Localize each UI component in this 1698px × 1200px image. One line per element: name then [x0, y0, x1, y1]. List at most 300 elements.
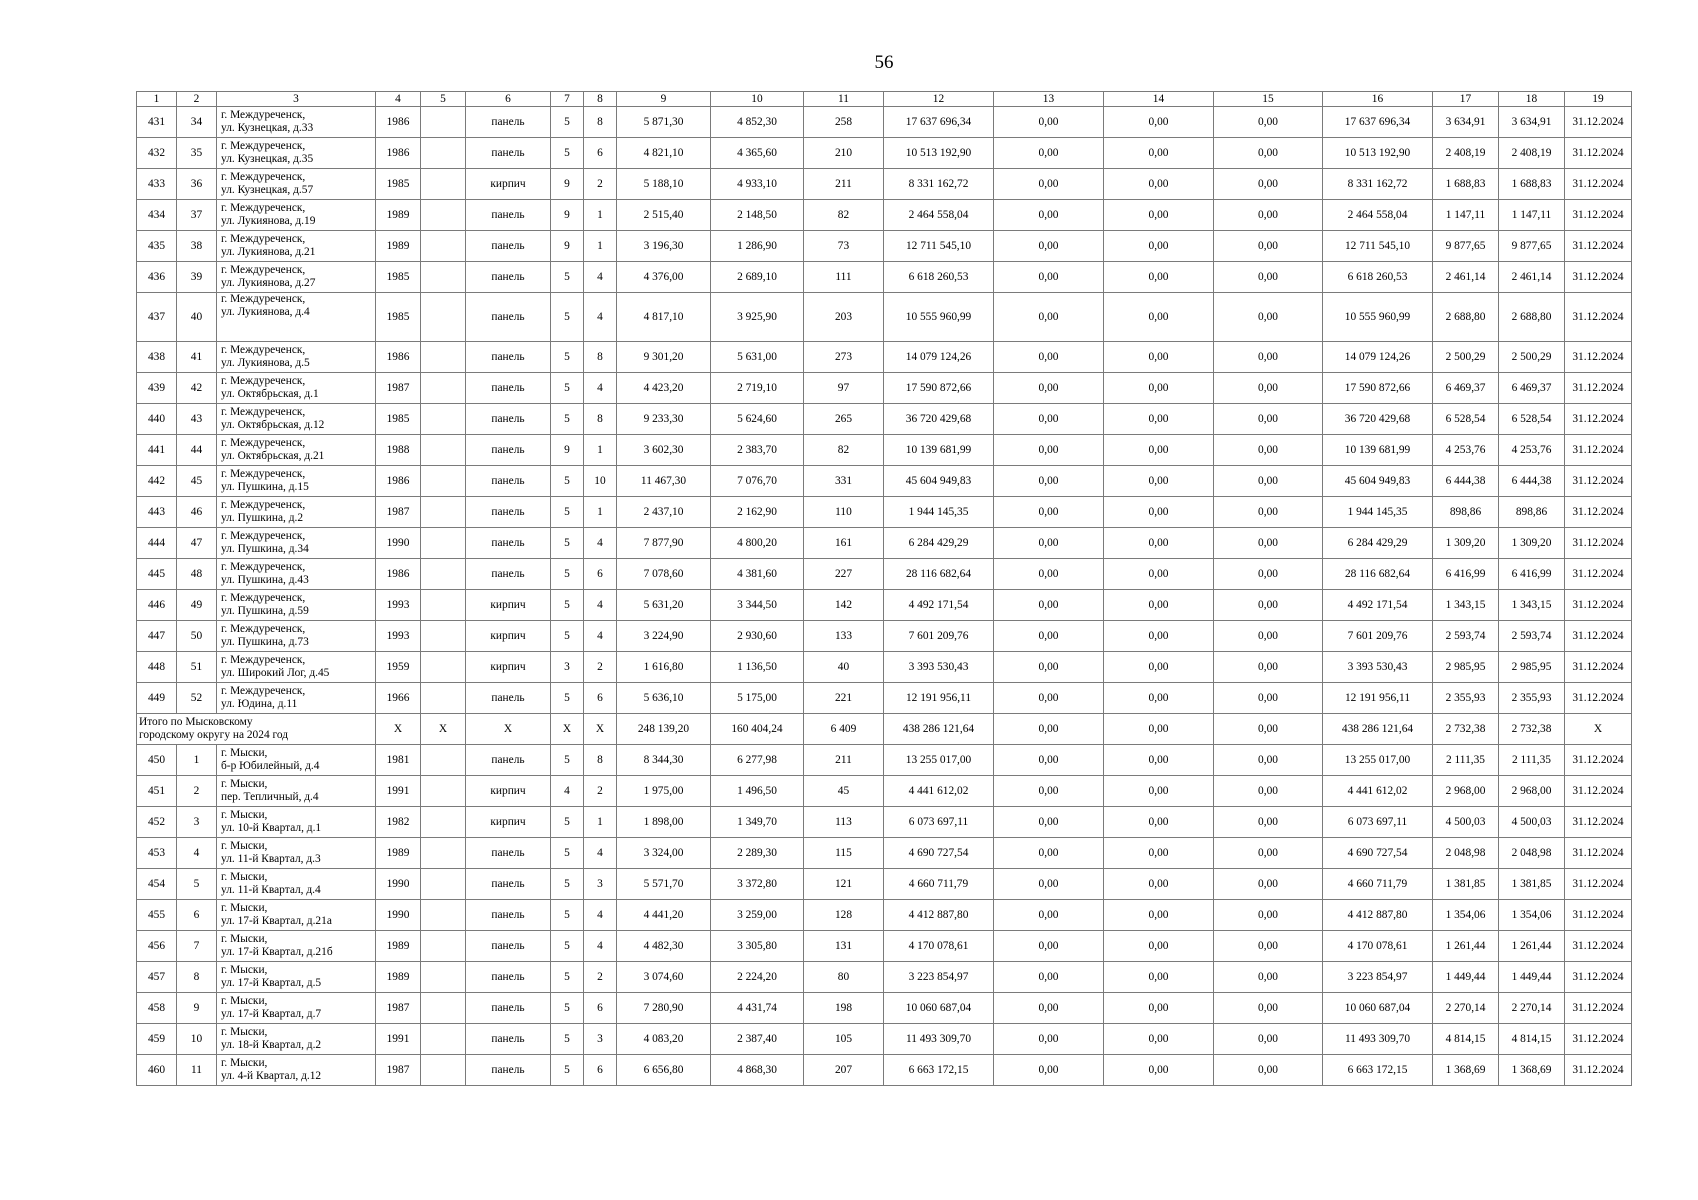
cell-col-a13: 0,00 — [994, 404, 1104, 435]
cell-col-fl: 5 — [551, 962, 584, 993]
cell-col-i: 11 — [177, 1055, 217, 1086]
address-cell — [217, 807, 376, 838]
cell-col-a19: 31.12.2024 — [1565, 466, 1632, 497]
cell-col-c5 — [421, 621, 466, 652]
cell-col-n: 441 — [137, 435, 177, 466]
cell-col-a13: 0,00 — [994, 1055, 1104, 1086]
cell-col-c5 — [421, 900, 466, 931]
address-cell — [217, 745, 376, 776]
table-row — [137, 404, 1632, 435]
cell-col-c5 — [421, 466, 466, 497]
cell-col-a12: 4 492 171,54 — [884, 590, 994, 621]
column-number: 12 — [884, 92, 994, 107]
cell-col-a10: 5 624,60 — [711, 404, 804, 435]
cell-col-a18: 2 968,00 — [1499, 776, 1565, 807]
cell-col-a12: 10 555 960,99 — [884, 293, 994, 342]
cell-col-a11: 221 — [804, 683, 884, 714]
cell-col-ent: 8 — [584, 404, 617, 435]
column-number: 17 — [1433, 92, 1499, 107]
cell-col-c5 — [421, 838, 466, 869]
cell-col-a14: 0,00 — [1104, 435, 1214, 466]
cell-col-a13: 0,00 — [994, 900, 1104, 931]
street-text: ул. Лукиянова, д.4 — [221, 306, 310, 318]
cell-col-fl: 5 — [551, 683, 584, 714]
cell-col-fl: 4 — [551, 776, 584, 807]
cell-col-i: 41 — [177, 342, 217, 373]
cell-col-i: 52 — [177, 683, 217, 714]
cell-col-a19: 31.12.2024 — [1565, 869, 1632, 900]
cell-col-c5 — [421, 869, 466, 900]
cell-col-i: 2 — [177, 776, 217, 807]
cell-col-n: 442 — [137, 466, 177, 497]
cell-col-a14: 0,00 — [1104, 931, 1214, 962]
cell-col-c5 — [421, 1024, 466, 1055]
street-text: ул. 17-й Квартал, д.5 — [221, 977, 322, 989]
cell-col-year: 1982 — [376, 807, 421, 838]
cell-col-ent: 1 — [584, 497, 617, 528]
total-cell-a10: 160 404,24 — [711, 714, 804, 745]
cell-col-a11: 142 — [804, 590, 884, 621]
total-label-line: городскому округу на 2024 год — [139, 729, 289, 741]
cell-col-mat: панель — [466, 1055, 551, 1086]
address-cell — [217, 900, 376, 931]
cell-col-i: 36 — [177, 169, 217, 200]
cell-col-a12: 1 944 145,35 — [884, 497, 994, 528]
street-text: ул. Октябрьская, д.21 — [221, 450, 325, 462]
cell-col-i: 6 — [177, 900, 217, 931]
cell-col-a11: 133 — [804, 621, 884, 652]
cell-col-year: 1985 — [376, 293, 421, 342]
cell-col-a12: 10 060 687,04 — [884, 993, 994, 1024]
cell-col-a9: 4 441,20 — [617, 900, 711, 931]
cell-col-a10: 2 719,10 — [711, 373, 804, 404]
cell-col-a12: 10 513 192,90 — [884, 138, 994, 169]
cell-col-a14: 0,00 — [1104, 169, 1214, 200]
street-text: ул. 11-й Квартал, д.3 — [221, 853, 321, 865]
cell-col-c5 — [421, 652, 466, 683]
address-cell — [217, 373, 376, 404]
city-text: г. Междуреченск, — [221, 202, 306, 214]
cell-col-mat: панель — [466, 138, 551, 169]
cell-col-a18: 6 469,37 — [1499, 373, 1565, 404]
cell-col-mat: кирпич — [466, 590, 551, 621]
total-cell-a13: 0,00 — [994, 714, 1104, 745]
cell-col-a19: 31.12.2024 — [1565, 435, 1632, 466]
cell-col-i: 3 — [177, 807, 217, 838]
cell-col-mat: панель — [466, 528, 551, 559]
city-text: г. Мыски, — [221, 871, 268, 883]
cell-col-a13: 0,00 — [994, 838, 1104, 869]
cell-col-year: 1989 — [376, 838, 421, 869]
cell-col-year: 1993 — [376, 621, 421, 652]
cell-col-a17: 2 688,80 — [1433, 293, 1499, 342]
street-text: ул. Пушкина, д.43 — [221, 574, 309, 586]
cell-col-a10: 2 387,40 — [711, 1024, 804, 1055]
cell-col-i: 5 — [177, 869, 217, 900]
cell-col-a13: 0,00 — [994, 621, 1104, 652]
cell-col-i: 35 — [177, 138, 217, 169]
table-row — [137, 869, 1632, 900]
cell-col-a18: 2 408,19 — [1499, 138, 1565, 169]
cell-col-fl: 5 — [551, 931, 584, 962]
cell-col-a18: 1 688,83 — [1499, 169, 1565, 200]
street-text: ул. Пушкина, д.34 — [221, 543, 309, 555]
cell-col-a18: 2 355,93 — [1499, 683, 1565, 714]
cell-col-ent: 6 — [584, 138, 617, 169]
cell-col-a11: 211 — [804, 169, 884, 200]
cell-col-ent: 2 — [584, 652, 617, 683]
cell-col-a15: 0,00 — [1214, 138, 1323, 169]
address-cell — [217, 559, 376, 590]
cell-col-a13: 0,00 — [994, 138, 1104, 169]
cell-col-a17: 2 270,14 — [1433, 993, 1499, 1024]
cell-col-n: 446 — [137, 590, 177, 621]
city-text: г. Междуреченск, — [221, 468, 306, 480]
cell-col-i: 10 — [177, 1024, 217, 1055]
cell-col-a11: 111 — [804, 262, 884, 293]
cell-col-a16: 1 944 145,35 — [1323, 497, 1433, 528]
cell-col-ent: 4 — [584, 293, 617, 342]
cell-col-a14: 0,00 — [1104, 1055, 1214, 1086]
cell-col-year: 1990 — [376, 528, 421, 559]
city-text: г. Междуреченск, — [221, 623, 306, 635]
total-cell-a17: 2 732,38 — [1433, 714, 1499, 745]
cell-col-a17: 3 634,91 — [1433, 107, 1499, 138]
cell-col-a9: 6 656,80 — [617, 1055, 711, 1086]
cell-col-a9: 3 602,30 — [617, 435, 711, 466]
cell-col-a17: 6 416,99 — [1433, 559, 1499, 590]
cell-col-a12: 45 604 949,83 — [884, 466, 994, 497]
city-text: г. Междуреченск, — [221, 499, 306, 511]
cell-col-c5 — [421, 293, 466, 342]
cell-col-a18: 1 309,20 — [1499, 528, 1565, 559]
city-text: г. Междуреченск, — [221, 171, 306, 183]
cell-col-a14: 0,00 — [1104, 231, 1214, 262]
city-text: г. Мыски, — [221, 809, 268, 821]
cell-col-year: 1966 — [376, 683, 421, 714]
cell-col-mat: панель — [466, 1024, 551, 1055]
cell-col-a9: 7 078,60 — [617, 559, 711, 590]
cell-col-a11: 113 — [804, 807, 884, 838]
cell-col-a17: 2 048,98 — [1433, 838, 1499, 869]
cell-col-a19: 31.12.2024 — [1565, 993, 1632, 1024]
cell-col-a9: 1 975,00 — [617, 776, 711, 807]
cell-col-a15: 0,00 — [1214, 262, 1323, 293]
cell-col-a17: 1 381,85 — [1433, 869, 1499, 900]
cell-col-a18: 898,86 — [1499, 497, 1565, 528]
cell-col-c5 — [421, 404, 466, 435]
table-row — [137, 342, 1632, 373]
cell-col-a16: 28 116 682,64 — [1323, 559, 1433, 590]
cell-col-a15: 0,00 — [1214, 559, 1323, 590]
cell-col-a18: 4 814,15 — [1499, 1024, 1565, 1055]
cell-col-a10: 5 631,00 — [711, 342, 804, 373]
cell-col-mat: панель — [466, 466, 551, 497]
cell-col-n: 452 — [137, 807, 177, 838]
cell-col-fl: 9 — [551, 169, 584, 200]
cell-col-a15: 0,00 — [1214, 404, 1323, 435]
cell-col-a11: 161 — [804, 528, 884, 559]
cell-col-a15: 0,00 — [1214, 293, 1323, 342]
cell-col-a12: 4 441 612,02 — [884, 776, 994, 807]
cell-col-a16: 2 464 558,04 — [1323, 200, 1433, 231]
address-cell — [217, 293, 376, 342]
cell-col-a12: 10 139 681,99 — [884, 435, 994, 466]
cell-col-i: 1 — [177, 745, 217, 776]
address-cell — [217, 169, 376, 200]
address-cell — [217, 342, 376, 373]
cell-col-fl: 5 — [551, 807, 584, 838]
cell-col-fl: 5 — [551, 107, 584, 138]
cell-col-fl: 5 — [551, 869, 584, 900]
cell-col-a19: 31.12.2024 — [1565, 528, 1632, 559]
cell-col-a17: 2 111,35 — [1433, 745, 1499, 776]
cell-col-ent: 2 — [584, 776, 617, 807]
cell-col-a12: 17 590 872,66 — [884, 373, 994, 404]
city-text: г. Междуреченск, — [221, 344, 306, 356]
cell-col-a18: 1 343,15 — [1499, 590, 1565, 621]
cell-col-a10: 2 383,70 — [711, 435, 804, 466]
cell-col-mat: кирпич — [466, 776, 551, 807]
total-cell-a11: 6 409 — [804, 714, 884, 745]
cell-col-a12: 13 255 017,00 — [884, 745, 994, 776]
cell-col-a13: 0,00 — [994, 528, 1104, 559]
table-row — [137, 683, 1632, 714]
total-cell-a15: 0,00 — [1214, 714, 1323, 745]
city-text: г. Мыски, — [221, 747, 268, 759]
cell-col-a11: 128 — [804, 900, 884, 931]
cell-col-a18: 1 354,06 — [1499, 900, 1565, 931]
city-text: г. Междуреченск, — [221, 109, 306, 121]
city-text: г. Междуреченск, — [221, 140, 306, 152]
cell-col-c5 — [421, 993, 466, 1024]
cell-col-a14: 0,00 — [1104, 138, 1214, 169]
cell-col-i: 50 — [177, 621, 217, 652]
cell-col-a12: 6 618 260,53 — [884, 262, 994, 293]
cell-col-year: 1987 — [376, 373, 421, 404]
cell-col-a16: 4 412 887,80 — [1323, 900, 1433, 931]
table-row — [137, 962, 1632, 993]
column-number: 1 — [137, 92, 177, 107]
cell-col-fl: 5 — [551, 900, 584, 931]
cell-col-a17: 1 449,44 — [1433, 962, 1499, 993]
cell-col-c5 — [421, 931, 466, 962]
cell-col-a13: 0,00 — [994, 590, 1104, 621]
total-label-line: Итого по Мысковскому — [139, 716, 253, 728]
cell-col-a19: 31.12.2024 — [1565, 559, 1632, 590]
cell-col-a10: 4 431,74 — [711, 993, 804, 1024]
cell-col-a15: 0,00 — [1214, 466, 1323, 497]
table-row — [137, 435, 1632, 466]
cell-col-a19: 31.12.2024 — [1565, 138, 1632, 169]
cell-col-ent: 2 — [584, 962, 617, 993]
cell-col-ent: 3 — [584, 1024, 617, 1055]
cell-col-a17: 898,86 — [1433, 497, 1499, 528]
cell-col-i: 38 — [177, 231, 217, 262]
street-text: ул. 4-й Квартал, д.12 — [221, 1070, 322, 1082]
table-row — [137, 138, 1632, 169]
cell-col-c5 — [421, 497, 466, 528]
cell-col-a19: 31.12.2024 — [1565, 621, 1632, 652]
cell-col-a16: 14 079 124,26 — [1323, 342, 1433, 373]
cell-col-a10: 3 259,00 — [711, 900, 804, 931]
cell-col-a11: 131 — [804, 931, 884, 962]
cell-col-fl: 5 — [551, 293, 584, 342]
table-row — [137, 1055, 1632, 1086]
city-text: г. Междуреченск, — [221, 375, 306, 387]
address-cell — [217, 838, 376, 869]
cell-col-ent: 3 — [584, 869, 617, 900]
cell-col-i: 47 — [177, 528, 217, 559]
cell-col-a11: 210 — [804, 138, 884, 169]
column-number-row — [137, 92, 1632, 107]
cell-col-a19: 31.12.2024 — [1565, 293, 1632, 342]
cell-col-year: 1987 — [376, 993, 421, 1024]
cell-col-n: 440 — [137, 404, 177, 435]
cell-col-mat: кирпич — [466, 169, 551, 200]
total-row — [137, 714, 1632, 745]
cell-col-c5 — [421, 590, 466, 621]
street-text: ул. 17-й Квартал, д.7 — [221, 1008, 322, 1020]
cell-col-year: 1981 — [376, 745, 421, 776]
cell-col-mat: панель — [466, 745, 551, 776]
cell-col-c5 — [421, 745, 466, 776]
cell-col-a14: 0,00 — [1104, 200, 1214, 231]
cell-col-a18: 6 444,38 — [1499, 466, 1565, 497]
cell-col-a17: 2 355,93 — [1433, 683, 1499, 714]
cell-col-a10: 3 925,90 — [711, 293, 804, 342]
table-row — [137, 1024, 1632, 1055]
cell-col-c5 — [421, 200, 466, 231]
table-row — [137, 373, 1632, 404]
cell-col-mat: панель — [466, 683, 551, 714]
cell-col-mat: кирпич — [466, 807, 551, 838]
cell-col-a14: 0,00 — [1104, 993, 1214, 1024]
cell-col-a14: 0,00 — [1104, 1024, 1214, 1055]
cell-col-a12: 8 331 162,72 — [884, 169, 994, 200]
cell-col-i: 44 — [177, 435, 217, 466]
cell-col-a13: 0,00 — [994, 342, 1104, 373]
cell-col-mat: панель — [466, 373, 551, 404]
cell-col-a9: 5 571,70 — [617, 869, 711, 900]
total-cell-mat: X — [466, 714, 551, 745]
cell-col-a9: 1 898,00 — [617, 807, 711, 838]
cell-col-a18: 3 634,91 — [1499, 107, 1565, 138]
cell-col-a18: 1 261,44 — [1499, 931, 1565, 962]
street-text: ул. Кузнецкая, д.35 — [221, 153, 314, 165]
housing-register-table — [136, 91, 1632, 1086]
cell-col-a9: 3 196,30 — [617, 231, 711, 262]
cell-col-a11: 203 — [804, 293, 884, 342]
cell-col-a13: 0,00 — [994, 776, 1104, 807]
cell-col-a17: 1 688,83 — [1433, 169, 1499, 200]
cell-col-a16: 4 492 171,54 — [1323, 590, 1433, 621]
cell-col-a19: 31.12.2024 — [1565, 169, 1632, 200]
cell-col-n: 434 — [137, 200, 177, 231]
table-row — [137, 200, 1632, 231]
cell-col-a19: 31.12.2024 — [1565, 900, 1632, 931]
cell-col-a15: 0,00 — [1214, 169, 1323, 200]
cell-col-mat: панель — [466, 342, 551, 373]
cell-col-a13: 0,00 — [994, 1024, 1104, 1055]
column-number: 19 — [1565, 92, 1632, 107]
cell-col-n: 460 — [137, 1055, 177, 1086]
table-row — [137, 293, 1632, 342]
table-row — [137, 497, 1632, 528]
cell-col-a14: 0,00 — [1104, 652, 1214, 683]
cell-col-a16: 36 720 429,68 — [1323, 404, 1433, 435]
cell-col-a13: 0,00 — [994, 497, 1104, 528]
cell-col-a18: 2 593,74 — [1499, 621, 1565, 652]
cell-col-a9: 4 423,20 — [617, 373, 711, 404]
city-text: г. Мыски, — [221, 995, 268, 1007]
street-text: ул. Пушкина, д.2 — [221, 512, 304, 524]
cell-col-a11: 121 — [804, 869, 884, 900]
cell-col-n: 447 — [137, 621, 177, 652]
street-text: ул. 18-й Квартал, д.2 — [221, 1039, 322, 1051]
cell-col-a14: 0,00 — [1104, 404, 1214, 435]
column-number: 18 — [1499, 92, 1565, 107]
table-row — [137, 745, 1632, 776]
cell-col-a18: 6 528,54 — [1499, 404, 1565, 435]
cell-col-a16: 10 555 960,99 — [1323, 293, 1433, 342]
cell-col-i: 34 — [177, 107, 217, 138]
column-number: 2 — [177, 92, 217, 107]
cell-col-a19: 31.12.2024 — [1565, 652, 1632, 683]
cell-col-ent: 8 — [584, 745, 617, 776]
cell-col-year: 1989 — [376, 931, 421, 962]
cell-col-a15: 0,00 — [1214, 776, 1323, 807]
table-row — [137, 590, 1632, 621]
table-row — [137, 652, 1632, 683]
cell-col-a10: 3 305,80 — [711, 931, 804, 962]
cell-col-a15: 0,00 — [1214, 683, 1323, 714]
cell-col-c5 — [421, 1055, 466, 1086]
cell-col-n: 450 — [137, 745, 177, 776]
cell-col-a12: 3 223 854,97 — [884, 962, 994, 993]
cell-col-a16: 4 660 711,79 — [1323, 869, 1433, 900]
total-cell-a19: X — [1565, 714, 1632, 745]
cell-col-a10: 1 136,50 — [711, 652, 804, 683]
cell-col-mat: кирпич — [466, 652, 551, 683]
cell-col-fl: 5 — [551, 138, 584, 169]
cell-col-a12: 2 464 558,04 — [884, 200, 994, 231]
cell-col-a12: 11 493 309,70 — [884, 1024, 994, 1055]
cell-col-a14: 0,00 — [1104, 621, 1214, 652]
cell-col-a19: 31.12.2024 — [1565, 590, 1632, 621]
cell-col-a16: 6 073 697,11 — [1323, 807, 1433, 838]
cell-col-ent: 6 — [584, 683, 617, 714]
table-row — [137, 621, 1632, 652]
street-text: ул. Широкий Лог, д.45 — [221, 667, 330, 679]
cell-col-a10: 6 277,98 — [711, 745, 804, 776]
cell-col-fl: 5 — [551, 497, 584, 528]
cell-col-a17: 2 461,14 — [1433, 262, 1499, 293]
cell-col-mat: панель — [466, 107, 551, 138]
cell-col-a9: 4 482,30 — [617, 931, 711, 962]
cell-col-a12: 4 412 887,80 — [884, 900, 994, 931]
cell-col-a17: 4 253,76 — [1433, 435, 1499, 466]
cell-col-i: 8 — [177, 962, 217, 993]
street-text: ул. 10-й Квартал, д.1 — [221, 822, 322, 834]
cell-col-year: 1986 — [376, 466, 421, 497]
cell-col-a16: 8 331 162,72 — [1323, 169, 1433, 200]
table-body — [137, 92, 1632, 1086]
cell-col-a16: 13 255 017,00 — [1323, 745, 1433, 776]
cell-col-a19: 31.12.2024 — [1565, 231, 1632, 262]
cell-col-a14: 0,00 — [1104, 590, 1214, 621]
cell-col-a14: 0,00 — [1104, 962, 1214, 993]
